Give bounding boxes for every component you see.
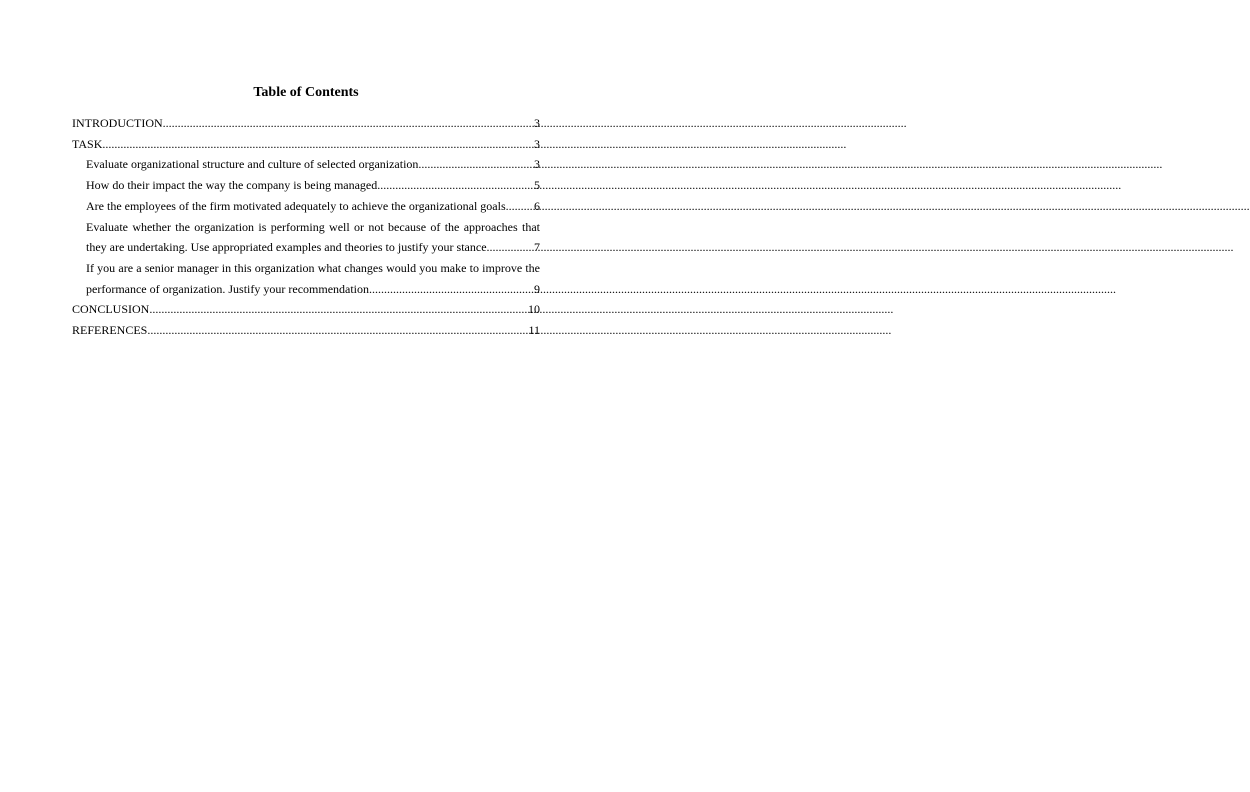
toc-entry-organization-performance[interactable] — [72, 217, 540, 258]
toc-entry-text: REFERENCES — [72, 323, 148, 338]
dot-leader — [506, 196, 534, 217]
toc-entry-senior-manager-changes[interactable] — [72, 258, 540, 299]
toc-entry-text-line: Evaluate whether the organization is performing well or not because of the approaches that — [86, 219, 540, 234]
toc-entry-introduction[interactable] — [72, 113, 540, 134]
toc-page-number: 5 — [534, 178, 540, 193]
toc-entry-text: Evaluate organizational structure and culture of selected organization — [86, 157, 419, 172]
toc-page-number: 11 — [528, 323, 540, 338]
toc-page-number: 3 — [534, 116, 540, 130]
toc-entry-text: INTRODUCTION — [72, 116, 163, 130]
toc-page-number: 7 — [534, 240, 540, 255]
toc-entry-text: CONCLUSION — [72, 302, 150, 317]
toc-entry-references[interactable] — [72, 320, 540, 341]
toc-entry-text: TASK — [72, 136, 103, 151]
dot-leader — [102, 134, 534, 155]
toc-entry-text: performance of organization. Justify your recommendation. — [86, 281, 373, 296]
dot-leader — [163, 113, 534, 134]
toc-page-number: 3 — [534, 157, 540, 172]
toc-page-number: 6 — [534, 198, 540, 213]
toc-entry-text-line: If you are a senior manager in this organization what changes would you make to improve the — [86, 260, 540, 275]
toc-entry-task[interactable] — [72, 134, 540, 155]
document-page — [0, 0, 612, 792]
toc-entry-impact-on-management[interactable] — [72, 175, 540, 196]
toc-entry-text: Are the employees of the firm motivated adequately to achieve the organizational goals — [86, 198, 506, 213]
toc-page-number: 10 — [528, 302, 540, 317]
dot-leader — [372, 279, 534, 300]
toc-entry-organizational-structure[interactable] — [72, 154, 540, 175]
dot-leader — [490, 237, 534, 258]
dot-leader — [147, 320, 528, 341]
table-of-contents — [72, 113, 540, 341]
toc-page-number: 9 — [534, 281, 540, 296]
dot-leader — [418, 154, 534, 175]
toc-entry-employee-motivation[interactable] — [72, 196, 540, 217]
toc-entry-conclusion[interactable] — [72, 299, 540, 320]
toc-page-number: 3 — [534, 136, 540, 151]
dot-leader — [377, 175, 534, 196]
toc-entry-text: they are undertaking. Use appropriated examples and theories to justify your stance. — [86, 240, 490, 255]
toc-entry-text: How do their impact the way the company is being managed — [86, 178, 378, 193]
dot-leader — [149, 299, 528, 320]
toc-title: Table of Contents — [253, 85, 359, 100]
